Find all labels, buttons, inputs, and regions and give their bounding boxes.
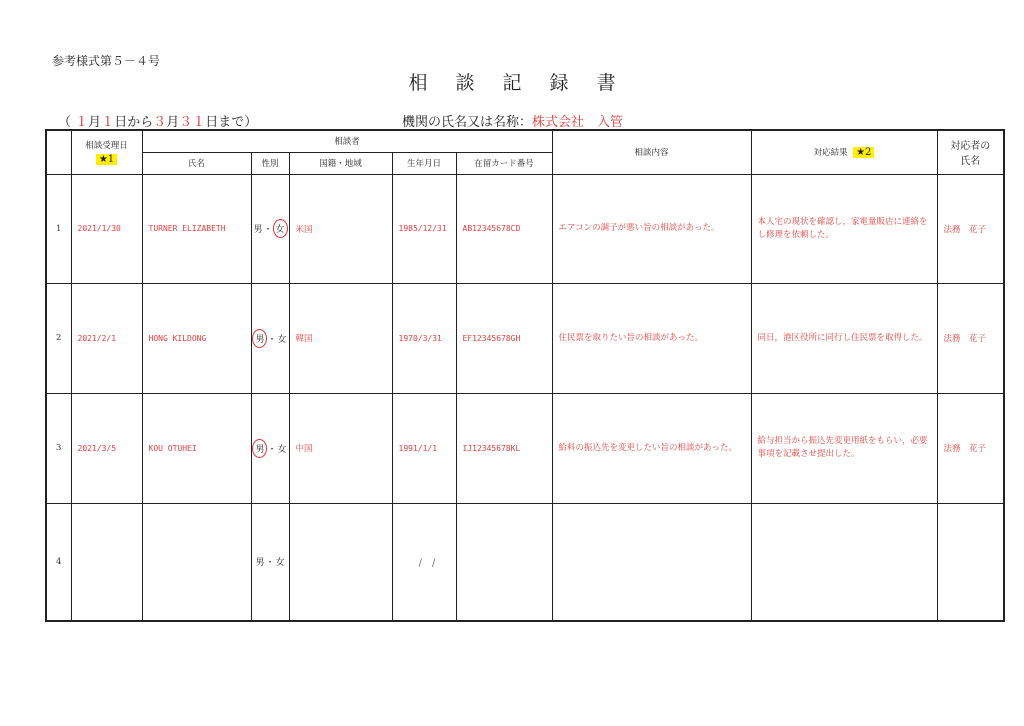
nationality: 韓国	[289, 283, 392, 393]
nationality: 米国	[289, 174, 392, 283]
consultant-name: KOU OTUHEI	[142, 393, 251, 503]
consultation-content: エアコンの調子が悪い旨の相談があった。	[552, 174, 751, 283]
sex-option-female: 女	[275, 558, 285, 569]
consultant-name	[142, 503, 251, 621]
row-number: 3	[46, 393, 71, 503]
period-open: （	[58, 115, 72, 130]
header-handler: 対応者の氏名	[937, 130, 1004, 174]
consultant-name: HONG KILDONG	[142, 283, 251, 393]
table-row	[46, 283, 1004, 393]
sex-separator: ・	[263, 225, 273, 235]
period-end-month: ３	[153, 115, 167, 130]
response-result: 本人宅の現状を確認し，家電量販店に連絡をし修理を依頼した。	[751, 174, 937, 283]
receipt-date: 2021/1/30	[71, 174, 142, 283]
birth-date: 1991/1/1	[392, 393, 456, 503]
residence-card-number: EF12345678GH	[456, 283, 552, 393]
sex-option-male-circled: 男	[252, 439, 267, 458]
table-row	[46, 174, 1004, 283]
receipt-date: 2021/2/1	[71, 283, 142, 393]
row-number: 1	[46, 174, 71, 283]
consultation-content: 給料の振込先を変更したい旨の相談があった。	[552, 393, 751, 503]
sex-separator: ・	[267, 444, 277, 455]
sex-option-female: 女	[277, 444, 287, 455]
residence-card-number	[456, 503, 552, 621]
consultant-name: TURNER ELIZABETH	[142, 174, 251, 283]
residence-card-number: AB12345678CD	[456, 174, 552, 283]
header-name: 氏名	[142, 152, 251, 174]
residence-card-number: IJ12345678KL	[456, 393, 552, 503]
period-unit-month-2: 月	[166, 115, 180, 130]
birth-date: 1985/12/31	[392, 174, 456, 283]
period-end-day: ３１	[179, 115, 206, 130]
form-number: 参考様式第５－４号	[52, 54, 161, 68]
sex-option-male-circled: 男	[252, 329, 267, 348]
period-unit-month-1: 月	[88, 115, 102, 130]
nationality	[289, 503, 392, 621]
sex-cell	[251, 503, 289, 621]
header-sex: 性別	[251, 152, 289, 174]
header-content: 相談内容	[552, 130, 751, 174]
nationality: 中国	[289, 393, 392, 503]
response-result: 同日，港区役所に同行し住民票を取得した。	[751, 283, 937, 393]
star-mark-2: ★2	[853, 147, 874, 158]
table-row	[46, 393, 1004, 503]
header-card-number: 在留カード番号	[456, 152, 552, 174]
consultation-record-table	[45, 129, 1005, 622]
period-unit-until: 日まで）	[205, 115, 258, 130]
handler-name: 法務 花子	[937, 283, 1004, 393]
sex-separator: ・	[265, 558, 275, 569]
document-title: 相談記録書	[408, 72, 644, 94]
receipt-date: 2021/3/5	[71, 393, 142, 503]
response-result: 給与担当から振込先変更用紙をもらい，必要事項を記載させ提出した。	[751, 393, 937, 503]
period-start-month: １	[75, 115, 89, 130]
handler-name: 法務 花子	[937, 174, 1004, 283]
period-range	[58, 111, 257, 130]
sex-cell	[251, 393, 289, 503]
handler-name	[937, 503, 1004, 621]
sex-option-male: 男	[253, 225, 263, 235]
birth-date: 1970/3/31	[392, 283, 456, 393]
sex-cell	[251, 174, 289, 283]
response-result	[751, 503, 937, 621]
birth-date: / /	[392, 503, 456, 621]
header-row-1	[46, 130, 1004, 152]
period-start-day: １	[101, 115, 115, 130]
organization-line	[402, 111, 623, 130]
header-blank	[46, 130, 71, 174]
organization-name: 株式会社 入管	[532, 115, 624, 130]
table-row	[46, 503, 1004, 621]
sex-option-female: 女	[277, 334, 287, 345]
header-consultant: 相談者	[142, 130, 552, 152]
consultation-content: 住民票を取りたい旨の相談があった。	[552, 283, 751, 393]
header-birth-date: 生年月日	[392, 152, 456, 174]
sex-cell	[251, 283, 289, 393]
row-number: 2	[46, 283, 71, 393]
sex-option-female-circled: 女	[273, 219, 288, 238]
handler-name: 法務 花子	[937, 393, 1004, 503]
header-nationality: 国籍・地域	[289, 152, 392, 174]
header-receipt-date-label: 相談受理日	[85, 141, 128, 152]
header-result-label: 対応結果	[813, 148, 848, 159]
period-unit-from: 日から	[114, 115, 154, 130]
star-mark-1: ★1	[96, 154, 117, 165]
sex-separator: ・	[267, 334, 277, 345]
organization-label: 機関の氏名又は名称：	[402, 115, 533, 130]
consultation-content	[552, 503, 751, 621]
header-receipt-date	[71, 130, 142, 174]
sex-option-male: 男	[255, 558, 265, 569]
header-result	[751, 130, 937, 174]
row-number: 4	[46, 503, 71, 621]
receipt-date	[71, 503, 142, 621]
